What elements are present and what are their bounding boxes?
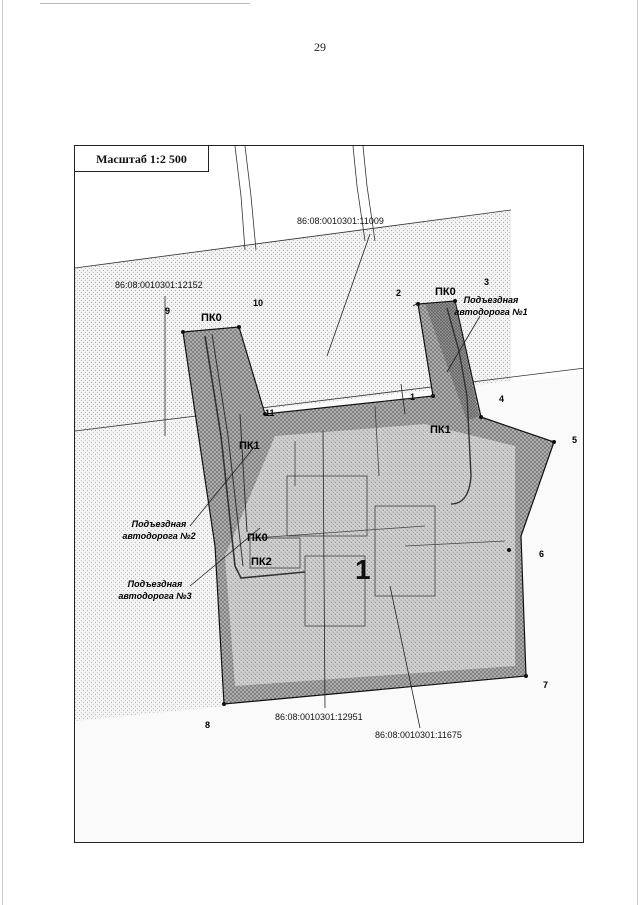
picket-pk0-top-right: ПК0 <box>435 286 456 298</box>
parcel-label-11009: 86:08:0010301:11009 <box>297 216 384 226</box>
road-1-label-line2: автодорога №1 <box>454 307 528 317</box>
point-10: 10 <box>253 298 264 308</box>
top-scan-mark <box>40 3 250 4</box>
parcel-label-11675: 86:08:0010301:11675 <box>375 730 462 740</box>
point-7: 7 <box>543 680 549 690</box>
scale-label: Масштаб 1:2 500 <box>75 146 209 172</box>
picket-pk0-mid: ПК0 <box>247 532 268 544</box>
road-3-label-line1: Подъездная <box>127 579 183 589</box>
picket-pk1-left: ПК1 <box>239 440 260 452</box>
map-canvas <box>75 146 584 843</box>
point-11: 11 <box>265 408 275 418</box>
point-2: 2 <box>396 288 402 298</box>
point-4: 4 <box>499 394 505 404</box>
point-6: 6 <box>539 549 545 559</box>
area-number: 1 <box>355 554 371 585</box>
road-3-label-line2: автодорога №3 <box>118 591 192 601</box>
picket-pk0-top-left: ПК0 <box>201 312 222 324</box>
page-edge-right <box>637 0 638 905</box>
road-1-label <box>454 294 527 318</box>
point-9: 9 <box>165 306 171 316</box>
point-5: 5 <box>572 435 578 445</box>
road-1-label-line1: Подъездная <box>463 295 519 305</box>
point-1: 1 <box>410 392 416 402</box>
page-edge-left <box>2 0 3 905</box>
road-3-label <box>118 578 191 602</box>
map-frame <box>74 145 584 843</box>
picket-pk1-right: ПК1 <box>430 424 451 436</box>
road-2-label-line1: Подъездная <box>131 519 187 529</box>
picket-pk2-mid: ПК2 <box>251 556 272 568</box>
parcel-label-12152: 86:08:0010301:12152 <box>115 280 203 290</box>
point-3: 3 <box>484 277 490 287</box>
point-8: 8 <box>205 720 211 730</box>
road-2-label-line2: автодорога №2 <box>122 531 196 541</box>
road-2-label <box>122 518 195 542</box>
parcel-label-12951: 86:08:0010301:12951 <box>275 712 363 722</box>
page-number: 29 <box>314 40 326 54</box>
